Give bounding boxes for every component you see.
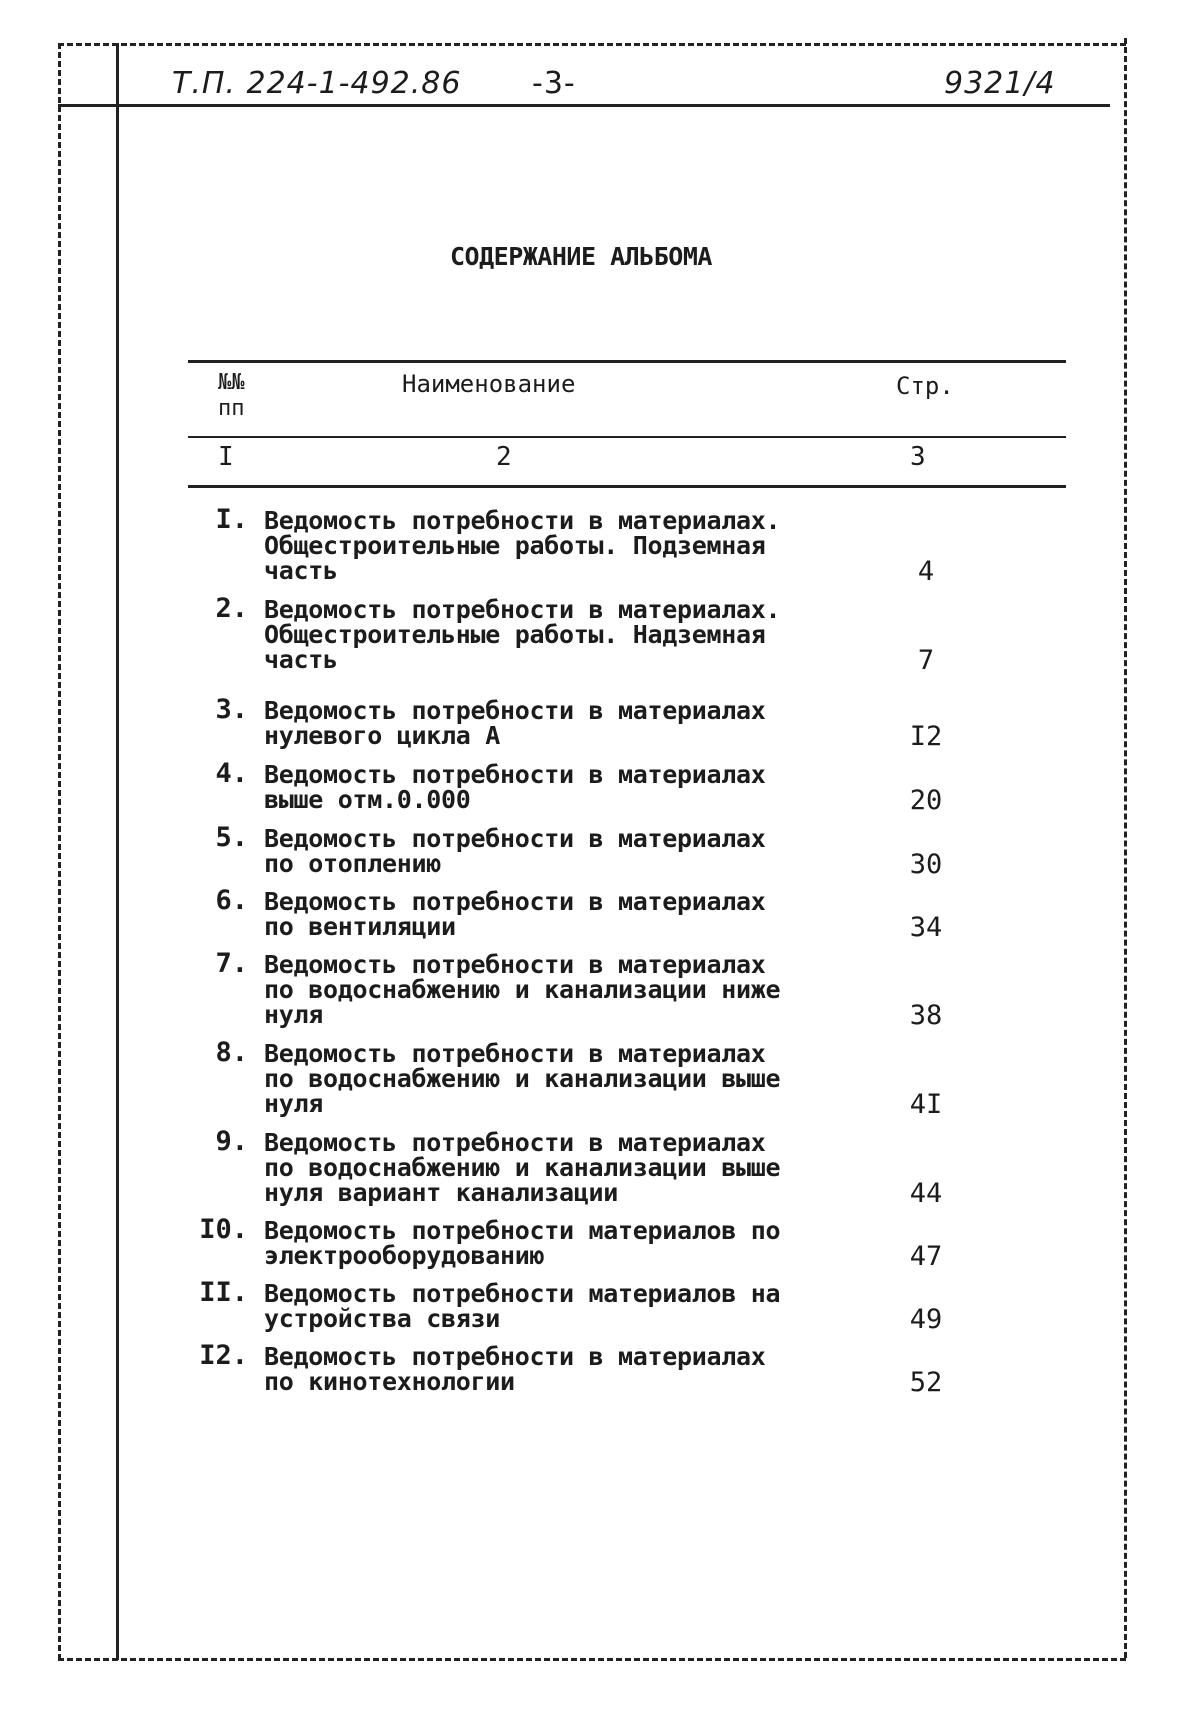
toc-entry-title-line: часть	[264, 556, 338, 585]
toc-entry-page: 4	[917, 556, 935, 587]
toc-entry-page: 20	[909, 785, 943, 816]
column-header-name: Наименование	[402, 370, 576, 398]
toc-entry-title-line: нулевого цикла А	[264, 721, 501, 750]
toc-entry-title	[264, 952, 824, 1027]
binding-margin-line	[116, 43, 119, 1660]
toc-entry-title-line: Ведомость потребности в материалах	[264, 1039, 766, 1068]
toc-entry-title-line: Ведомость потребности в материалах.	[264, 506, 781, 535]
toc-entry-title-line: по кинотехнологии	[264, 1367, 515, 1396]
page-number: -3-	[532, 66, 576, 101]
toc-entry-title	[264, 508, 824, 583]
toc-entry-number: 9.	[215, 1126, 248, 1157]
toc-entry-title	[264, 762, 824, 812]
toc-entry-number: 2.	[215, 593, 248, 624]
toc-entry-title-line: по водоснабжению и канализации ниже	[264, 975, 781, 1004]
toc-entry-title-line: Ведомость потребности в материалах	[264, 760, 766, 789]
toc-entry-number: 3.	[215, 694, 248, 725]
toc-entry-page: 38	[909, 1000, 943, 1031]
toc-entry-title-line: Ведомость потребности в материалах	[264, 696, 766, 725]
toc-entry-title	[264, 1041, 824, 1116]
toc-entry-number: 5.	[215, 822, 248, 853]
toc-entry-title-line: Общестроительные работы. Надземная	[264, 620, 766, 649]
toc-entry-page: 49	[909, 1304, 943, 1335]
toc-entry-page: 44	[909, 1178, 943, 1209]
header-rule	[188, 436, 1066, 438]
toc-entry-page: 34	[909, 912, 943, 943]
toc-entry-title-line: устройства связи	[264, 1304, 501, 1333]
column-header-num: №№ пп	[218, 370, 245, 421]
table-top-rule	[188, 360, 1066, 363]
toc-entry-title	[264, 889, 824, 939]
toc-entry-title	[264, 1344, 824, 1394]
toc-entry-title-line: нуля вариант канализации	[264, 1178, 619, 1207]
archive-number: 9321/4	[944, 66, 1056, 101]
toc-entry-number: I.	[215, 504, 248, 535]
toc-entry-number: II.	[199, 1277, 248, 1308]
toc-entry-title-line: Ведомость потребности в материалах	[264, 824, 766, 853]
toc-entry-title-line: Ведомость потребности в материалах	[264, 950, 766, 979]
toc-entry-page: 30	[909, 849, 943, 880]
toc-entry-number: I0.	[199, 1214, 248, 1245]
page-title: СОДЕРЖАНИЕ АЛЬБОМА	[450, 242, 712, 271]
toc-entry-title-line: Ведомость потребности в материалах	[264, 1342, 766, 1371]
toc-entry-title-line: по вентиляции	[264, 912, 456, 941]
column-number-3: 3	[910, 442, 926, 472]
toc-entry-title	[264, 1281, 824, 1331]
toc-entry-title-line: нуля	[264, 1000, 324, 1029]
frame-bottom-border	[58, 1658, 1126, 1661]
toc-entry-title-line: нуля	[264, 1089, 324, 1118]
toc-entry-page: 4I	[909, 1089, 943, 1120]
toc-entry-title	[264, 1218, 824, 1268]
frame-right-border	[1124, 38, 1127, 1658]
toc-entry-title-line: Ведомость потребности в материалах	[264, 1128, 766, 1157]
header-divider	[58, 104, 1110, 107]
toc-entry-title-line: Общестроительные работы. Подземная	[264, 531, 766, 560]
toc-entry-title-line: Ведомость потребности материалов по	[264, 1216, 781, 1245]
toc-entry-title	[264, 826, 824, 876]
toc-entry-page: 7	[917, 645, 935, 676]
toc-entry-page: 52	[909, 1367, 943, 1398]
toc-entry-title-line: Ведомость потребности в материалах	[264, 887, 766, 916]
column-number-2: 2	[496, 442, 512, 472]
toc-entry-number: 4.	[215, 758, 248, 789]
toc-entry-number: 6.	[215, 885, 248, 916]
column-numbers-rule	[188, 485, 1066, 488]
toc-entry-title-line: часть	[264, 645, 338, 674]
frame-top-border	[58, 43, 1126, 46]
toc-entry-title	[264, 698, 824, 748]
toc-entry-title-line: Ведомость потребности материалов на	[264, 1279, 781, 1308]
column-header-page: Стр.	[896, 372, 954, 400]
document-code: Т.П. 224-1-492.86	[172, 66, 462, 101]
toc-entry-title-line: Ведомость потребности в материалах.	[264, 595, 781, 624]
toc-entry-page: 47	[909, 1241, 943, 1272]
toc-entry-title	[264, 597, 824, 672]
toc-entry-title-line: выше отм.0.000	[264, 785, 471, 814]
toc-entry-number: 7.	[215, 948, 248, 979]
toc-entry-title	[264, 1130, 824, 1205]
toc-entry-number: 8.	[215, 1037, 248, 1068]
frame-left-border	[58, 43, 61, 1660]
toc-entry-number: I2.	[199, 1340, 248, 1371]
toc-entry-page: I2	[909, 721, 943, 752]
column-number-1: I	[218, 442, 234, 472]
toc-entry-title-line: по водоснабжению и канализации выше	[264, 1153, 781, 1182]
toc-entry-title-line: по отоплению	[264, 849, 442, 878]
toc-entry-title-line: по водоснабжению и канализации выше	[264, 1064, 781, 1093]
toc-entry-title-line: электрооборудованию	[264, 1241, 545, 1270]
